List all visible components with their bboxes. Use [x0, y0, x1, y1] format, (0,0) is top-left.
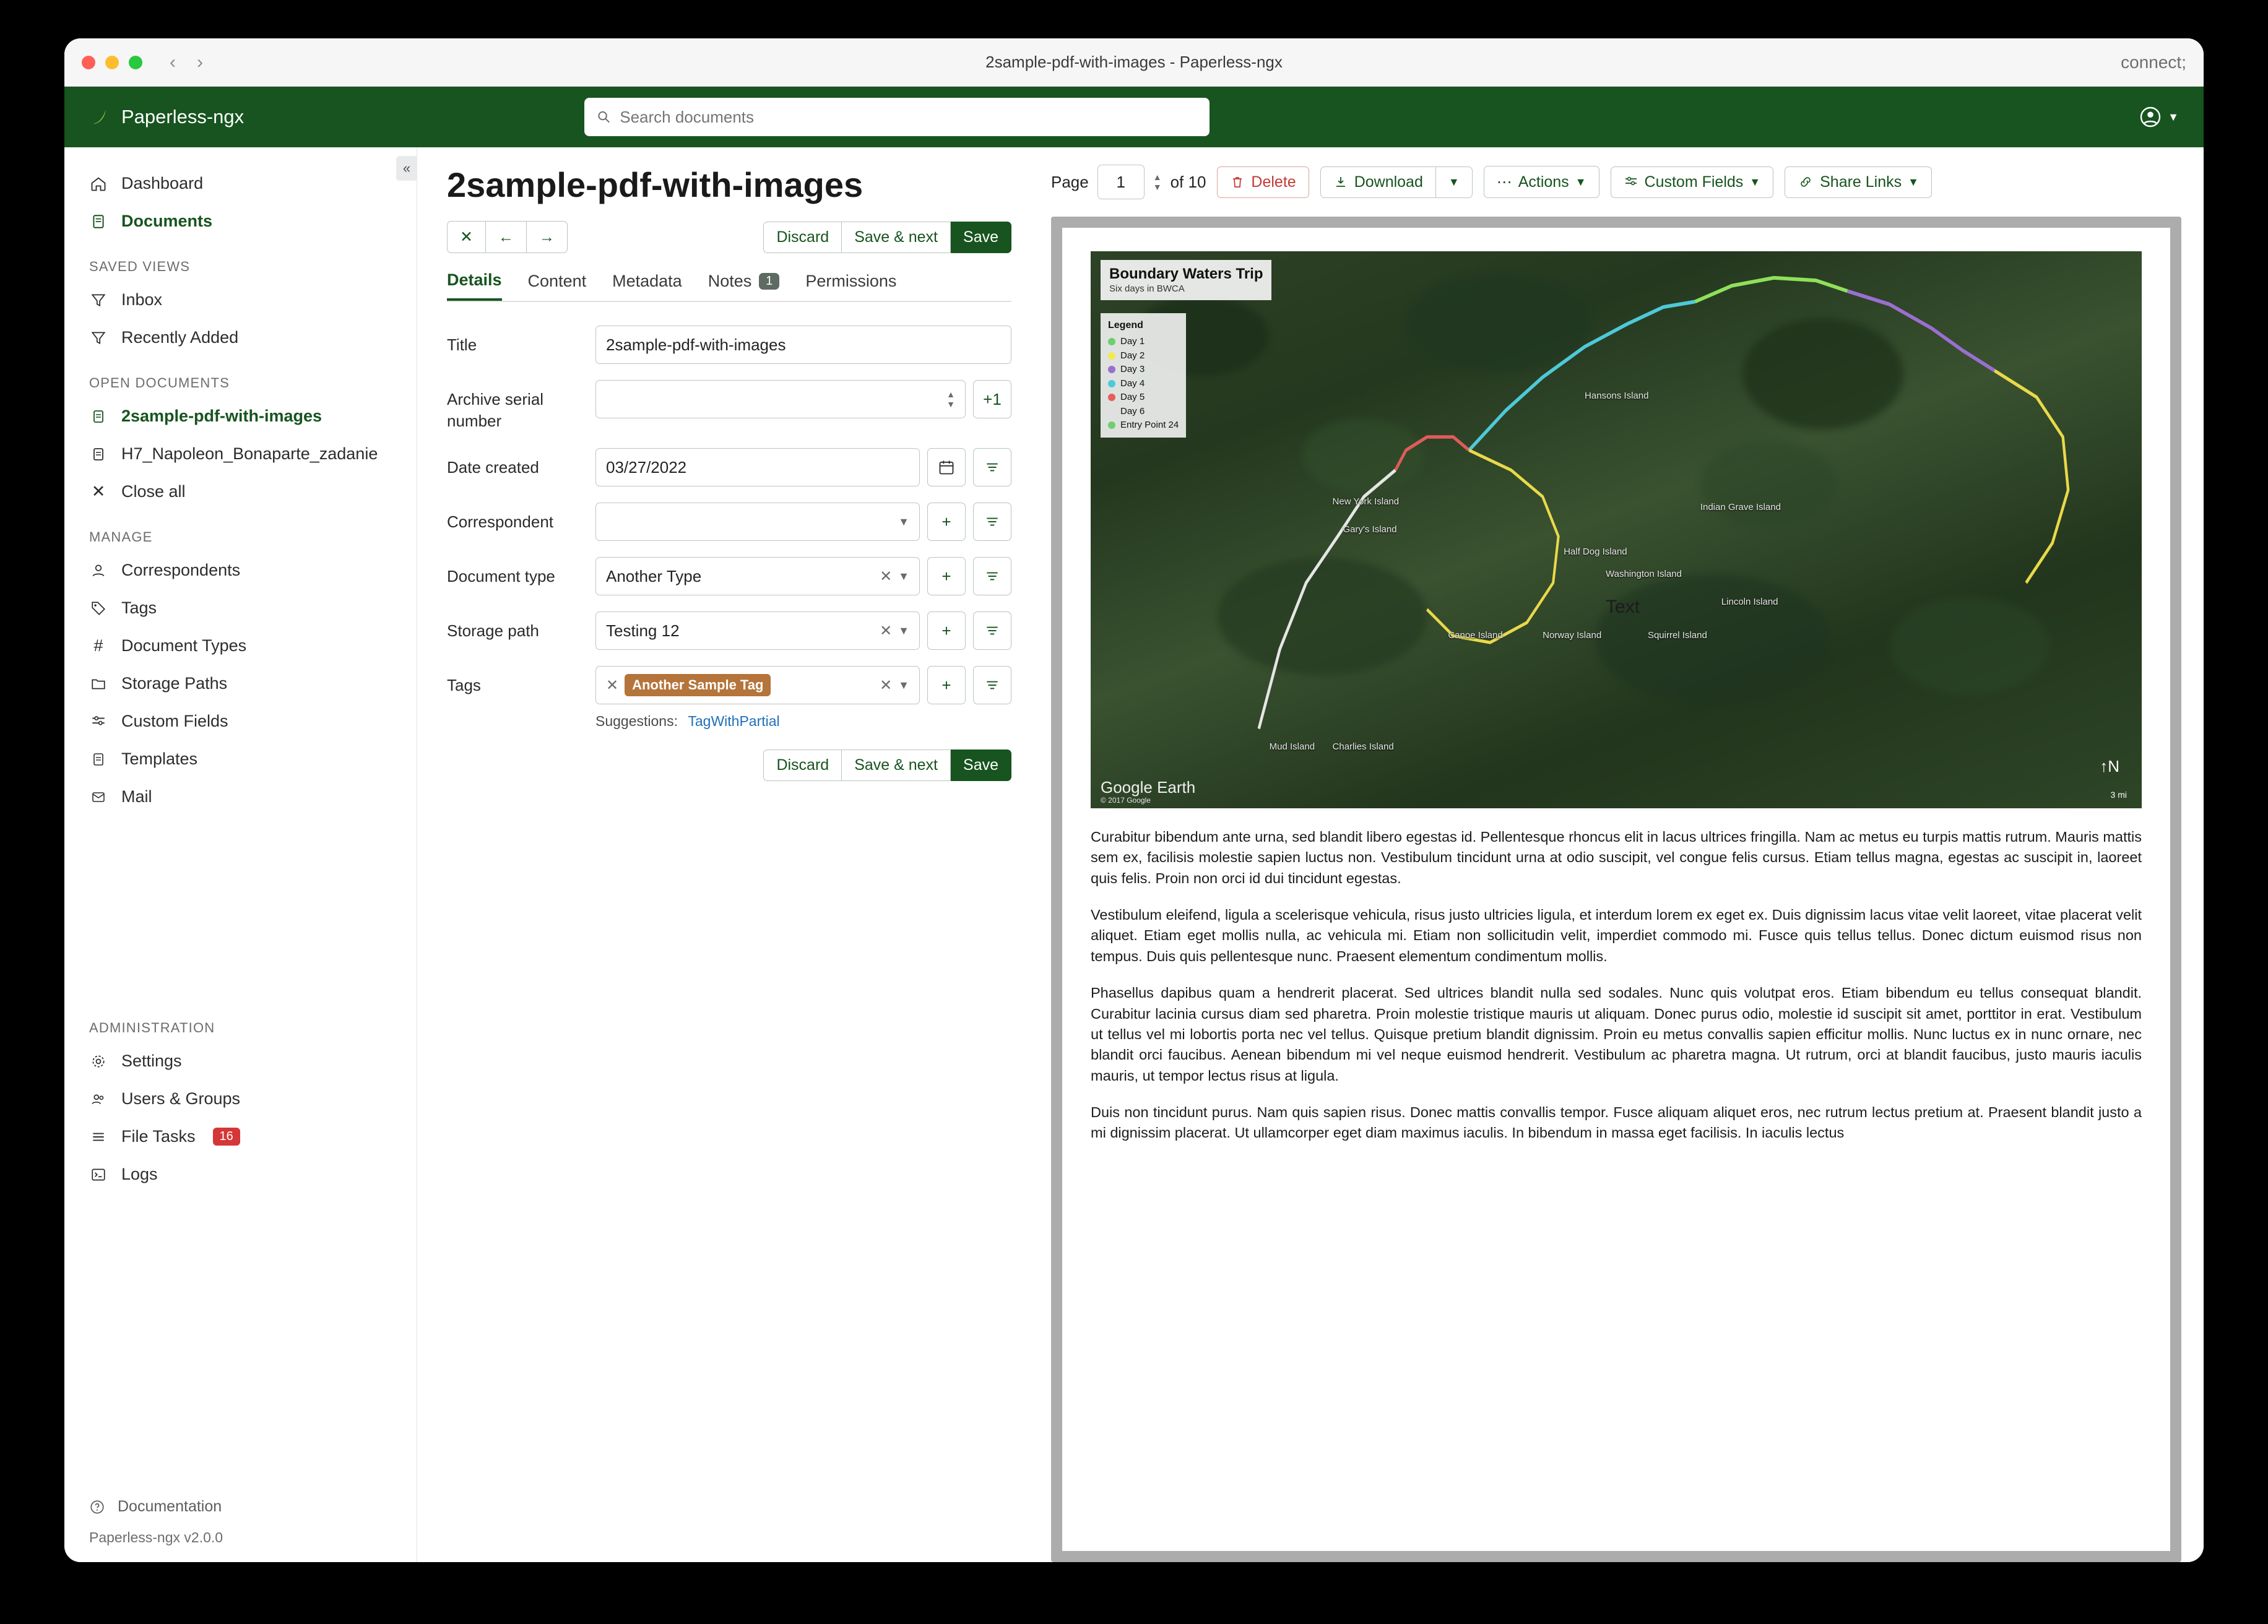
sidebar-item-label: File Tasks	[121, 1127, 196, 1146]
calendar-icon[interactable]	[927, 448, 966, 486]
page-label: Page	[1051, 172, 1089, 191]
pdf-viewer[interactable]	[1051, 217, 2181, 1562]
tab-label: Content	[527, 272, 587, 290]
map-place-label: Hansons Island	[1585, 391, 1649, 401]
map-place-label: Gary's Island	[1343, 524, 1397, 535]
sidebar-item-storage-paths[interactable]	[64, 665, 417, 702]
paperless-logo-icon	[89, 106, 110, 127]
discard-button[interactable]: Discard	[763, 222, 842, 253]
asn-stepper[interactable]: ▲ ▼	[946, 389, 955, 409]
map-place-label: New York Island	[1332, 496, 1400, 507]
minimize-window-button[interactable]	[105, 56, 119, 69]
close-window-button[interactable]	[82, 56, 95, 69]
date-filter-icon[interactable]	[973, 448, 1011, 486]
notes-count-badge: 1	[759, 273, 779, 290]
user-circle-icon	[2139, 106, 2162, 128]
document-preview-panel	[1036, 147, 2204, 1562]
map-place-label: Canoe Island	[1448, 630, 1503, 641]
question-circle-icon	[89, 1499, 105, 1515]
custom-fields-button[interactable]	[1611, 166, 1774, 198]
legend-label: Day 1	[1120, 336, 1145, 347]
map-place-label: Norway Island	[1543, 630, 1602, 641]
sidebar-item-mail[interactable]	[64, 778, 417, 816]
tab-details[interactable]	[447, 270, 502, 301]
chevron-down-icon: ▼	[898, 569, 909, 582]
sidebar-item-users-groups[interactable]	[64, 1080, 417, 1118]
tag-icon	[89, 599, 108, 618]
asn-increment-button[interactable]: +1	[973, 380, 1011, 418]
tab-permissions[interactable]	[805, 270, 896, 301]
sidebar-heading-saved-views: SAVED VIEWS	[89, 259, 191, 274]
discard-button-bottom[interactable]: Discard	[763, 749, 842, 781]
save-and-next-button[interactable]: Save & next	[842, 222, 951, 253]
remove-tag-icon[interactable]: ✕	[606, 676, 619, 694]
save-actions-bottom-row	[447, 749, 1011, 781]
clear-tags-icon[interactable]: ✕	[880, 676, 893, 694]
sidebar-item-documents[interactable]	[64, 202, 417, 240]
file-text-icon	[89, 750, 108, 769]
google-earth-attribution: Google Earth	[1101, 778, 1196, 797]
brand-label: Paperless-ngx	[121, 106, 245, 127]
next-document-button[interactable]: →	[527, 221, 568, 253]
add-correspondent-button[interactable]: +	[927, 503, 966, 541]
legend-label: Day 5	[1120, 392, 1145, 402]
map-place-label: Washington Island	[1606, 569, 1682, 579]
save-and-next-button-bottom[interactable]: Save & next	[842, 749, 951, 781]
map-place-label: Charlies Island	[1332, 741, 1394, 752]
sidebar-item-label: H7_Napoleon_Bonaparte_zadanie	[121, 444, 378, 463]
storage-path-label: Storage path	[447, 621, 539, 641]
tags-select[interactable]	[595, 666, 920, 704]
sidebar-item-label: Tags	[121, 598, 157, 617]
window-title: 2sample-pdf-with-images - Paperless-ngx	[985, 53, 1283, 71]
document-map-image	[1091, 251, 2142, 808]
hash-icon: #	[93, 636, 103, 655]
field-row-document-type	[447, 557, 1011, 595]
document-type-label: Document type	[447, 567, 555, 586]
document-paragraph: Vestibulum eleifend, ligula a scelerisque vehicula, risus justo ultricies ligula, et interdum lorem ex eget ex. Duis dignissim lacus vitae velit laoreet, vitae placerat velit aliquet. Etiam eget mollis nulla, ac vehicula mi. Etiam non sollicitudin velit, imperdiet commodo mi. Fusce quis tellus tellus. Donec dictum euismod risus non tempus. Duis quis pellentesque nunc. Praesent elementum condimentum mollis.	[1091, 907, 2142, 964]
file-stack-icon	[89, 212, 108, 231]
folder-icon	[89, 675, 108, 693]
download-dropdown-toggle[interactable]	[1436, 166, 1473, 198]
tab-notes[interactable]	[708, 270, 780, 301]
suggestion-tag-link[interactable]: TagWithPartial	[688, 713, 780, 730]
document-icon	[89, 407, 108, 426]
user-menu[interactable]	[2139, 106, 2179, 128]
map-title-text: Boundary Waters Trip	[1109, 266, 1263, 282]
trash-icon	[1230, 175, 1245, 189]
chevron-down-icon: ▼	[898, 678, 909, 691]
tags-label: Tags	[447, 676, 481, 695]
main-content	[417, 147, 2204, 1562]
sidebar-item-settings[interactable]	[64, 1042, 417, 1080]
download-button[interactable]	[1320, 166, 1436, 198]
sidebar-item-label: Documents	[121, 212, 213, 230]
chevron-down-icon: ▼	[1749, 175, 1761, 188]
save-actions-bottom	[763, 749, 1011, 781]
sidebar-item-inbox[interactable]	[64, 281, 417, 319]
tab-label: Metadata	[612, 272, 682, 290]
documentation-label: Documentation	[118, 1498, 222, 1515]
search-input[interactable]	[620, 108, 1197, 127]
map-routes	[1091, 251, 2142, 808]
clear-document-type-icon[interactable]: ✕	[880, 568, 893, 585]
date-created-label: Date created	[447, 458, 539, 477]
map-copyright: © 2017 Google	[1101, 796, 1151, 805]
clear-storage-path-icon[interactable]: ✕	[880, 622, 893, 639]
tab-content[interactable]	[528, 270, 587, 301]
map-title	[1101, 260, 1271, 300]
date-created-input[interactable]	[595, 448, 920, 486]
back-icon[interactable]: ‹	[170, 51, 176, 72]
file-tasks-badge: 16	[213, 1128, 240, 1146]
sidebar-item-document-types[interactable]	[64, 627, 417, 665]
browser-nav-buttons	[170, 53, 203, 72]
map-legend	[1101, 313, 1186, 438]
tab-label: Details	[447, 270, 502, 289]
title-label: Title	[447, 335, 477, 354]
funnel-icon	[89, 291, 108, 309]
envelope-icon	[89, 788, 108, 806]
map-center-text: Text	[1606, 597, 1640, 617]
sidebar-footer	[64, 1490, 417, 1562]
sidebar-heading-open-documents: OPEN DOCUMENTS	[89, 375, 230, 391]
download-button-group	[1320, 166, 1473, 198]
field-row-date-created	[447, 448, 1011, 486]
sidebar-item-label: Correspondents	[121, 561, 241, 579]
title-value: 2sample-pdf-with-images	[606, 335, 786, 354]
sidebar-item-open-doc-1[interactable]	[64, 397, 417, 435]
tags-filter-icon[interactable]	[973, 666, 1011, 704]
sidebar	[64, 147, 417, 1562]
actions-button[interactable]	[1484, 166, 1599, 198]
legend-label: Entry Point 24	[1120, 420, 1179, 430]
sidebar-item-templates[interactable]	[64, 740, 417, 778]
sidebar-item-label: Dashboard	[121, 174, 204, 192]
person-icon	[89, 561, 108, 580]
document-paragraph: Duis non tincidunt purus. Nam quis sapien risus. Donec mattis convallis tempor. Fusce aliquam aliquet eros, nec rutrum lectus pretium at. Praesent blandit justo a mi dignissim placerat. Ut ullamcorper eget diam maximus iaculis. In bibendum in massa eget facilisis. In iaculis lectus	[1091, 1104, 2142, 1141]
sliders-icon	[1624, 175, 1638, 189]
field-row-archive-serial-number	[447, 380, 1011, 432]
sidebar-item-recently-added[interactable]	[64, 319, 417, 356]
compass-icon: ↑N	[2100, 757, 2119, 775]
asn-input[interactable]	[595, 380, 966, 418]
sidebar-item-file-tasks[interactable]	[64, 1118, 417, 1155]
close-icon: ✕	[91, 482, 106, 501]
download-label: Download	[1354, 173, 1423, 191]
brand[interactable]	[89, 106, 244, 128]
map-place-label: Indian Grave Island	[1700, 502, 1781, 512]
save-button-bottom[interactable]: Save	[951, 749, 1011, 781]
legend-title: Legend	[1108, 320, 1143, 330]
sidebar-item-label: Templates	[121, 749, 198, 768]
sidebar-item-label: Settings	[121, 1052, 182, 1070]
chevron-down-icon: ▼	[898, 624, 909, 637]
document-text	[1091, 808, 2142, 1144]
sidebar-item-label: Mail	[121, 787, 152, 806]
sliders-icon	[89, 712, 108, 731]
delete-button[interactable]	[1217, 166, 1309, 198]
sidebar-item-label: Recently Added	[121, 328, 239, 347]
page-total: of 10	[1170, 172, 1206, 191]
asn-label: Archive serial number	[447, 390, 544, 431]
terminal-icon	[89, 1165, 108, 1184]
page-number-value: 1	[1116, 172, 1125, 191]
sidebar-item-label: Inbox	[121, 290, 163, 309]
correspondent-label: Correspondent	[447, 512, 553, 532]
previous-document-button[interactable]: ←	[486, 221, 527, 253]
sidebar-item-label: Custom Fields	[121, 712, 228, 730]
field-row-title	[447, 326, 1011, 364]
chevron-down-icon: ▼	[2168, 110, 2179, 123]
document-nav-buttons	[447, 221, 568, 253]
app-window	[64, 38, 2204, 1562]
document-icon	[89, 445, 108, 464]
share-icon[interactable]: connect;	[2121, 52, 2186, 72]
sidebar-heading-administration: ADMINISTRATION	[89, 1020, 215, 1035]
add-tag-button[interactable]: +	[927, 666, 966, 704]
sidebar-item-label: Close all	[121, 482, 186, 501]
share-links-label: Share Links	[1820, 173, 1902, 191]
sidebar-item-tags[interactable]	[64, 589, 417, 627]
actions-label: Actions	[1518, 173, 1569, 191]
page-control	[1051, 165, 1206, 199]
map-place-label: Half Dog Island	[1564, 546, 1627, 557]
legend-label: Day 4	[1120, 378, 1145, 389]
tab-label: Notes	[708, 272, 752, 290]
correspondent-filter-icon[interactable]	[973, 503, 1011, 541]
document-type-value: Another Type	[606, 566, 702, 585]
sidebar-item-documentation[interactable]	[64, 1490, 417, 1523]
maximize-window-button[interactable]	[129, 56, 142, 69]
chevron-down-icon: ▼	[1908, 175, 1919, 188]
add-storage-path-button[interactable]: +	[927, 611, 966, 650]
page-number-input[interactable]	[1097, 165, 1145, 199]
save-actions-top	[763, 222, 1011, 253]
sidebar-item-label: Users & Groups	[121, 1089, 241, 1108]
field-row-storage-path	[447, 611, 1011, 650]
map-place-label: Squirrel Island	[1647, 630, 1707, 641]
sidebar-item-label: Logs	[121, 1165, 158, 1183]
map-place-label: Mud Island	[1269, 741, 1315, 752]
chevron-down-icon: ▼	[1575, 175, 1586, 188]
custom-fields-label: Custom Fields	[1644, 173, 1744, 191]
delete-label: Delete	[1251, 173, 1296, 191]
sidebar-item-label: Storage Paths	[121, 674, 228, 693]
page-title: 2sample-pdf-with-images	[447, 165, 863, 204]
tab-metadata[interactable]	[612, 270, 682, 301]
chevron-down-icon: ▼	[1448, 175, 1460, 188]
title-input[interactable]	[595, 326, 1011, 364]
legend-label: Day 3	[1120, 364, 1145, 374]
sidebar-collapse-button[interactable]: «	[396, 156, 417, 181]
link-icon	[1798, 175, 1814, 189]
legend-label: Day 6	[1120, 405, 1145, 417]
document-paragraph: Phasellus dapibus quam a hendrerit placerat. Sed ultrices blandit nulla sed sodales. Nunc quis volutpat eros. Etiam bibendum eu tellus consequat blandit. Curabitur lacinia cursus diam sed pharetra. Proin molestie tristique mauris ut aliquam. Donec purus odio, molestie id suscipit sit amet, porttitor in erat. Vestibulum ut tellus vel mi lobortis porta nec vel tellus. Quisque pretium blandit dignissim. Proin eu metus convallis sapien efficitur mollis. Nunc luctus ex in nunc ornare, nec blandit orci faucibus. Aenean bibendum mi vel neque euismod hendrerit. Vestibulum ac pharetra magna. Ut rutrum, orci at blandit faucibus, justo mauris iaculis mauris, ut tempor lectus risus at ligula.	[1091, 985, 2142, 1084]
window-titlebar	[64, 38, 2204, 87]
field-row-correspondent	[447, 503, 1011, 541]
ellipsis-icon: ⋯	[1496, 173, 1512, 191]
sidebar-item-open-doc-2[interactable]	[64, 435, 417, 473]
storage-path-value: Testing 12	[606, 621, 680, 640]
forward-icon[interactable]: ›	[197, 51, 203, 72]
house-icon	[89, 175, 108, 193]
app-header	[64, 87, 2204, 147]
sidebar-item-dashboard[interactable]	[64, 165, 417, 202]
document-nav-row	[447, 221, 1011, 253]
map-scale: 3 mi	[2110, 790, 2127, 800]
tag-chip[interactable]: Another Sample Tag	[625, 674, 771, 696]
date-created-value: 03/27/2022	[606, 457, 687, 477]
list-icon	[89, 1128, 108, 1146]
sidebar-heading-manage: MANAGE	[89, 529, 153, 545]
tab-label: Permissions	[805, 272, 897, 290]
page-stepper[interactable]: ▲ ▼	[1153, 172, 1162, 192]
document-type-filter-icon[interactable]	[973, 557, 1011, 595]
field-row-tags	[447, 666, 1011, 704]
download-icon	[1333, 175, 1348, 189]
search-box[interactable]	[584, 98, 1210, 136]
sidebar-item-label: Document Types	[121, 636, 247, 655]
gear-icon	[89, 1052, 108, 1071]
save-button[interactable]: Save	[951, 222, 1011, 253]
storage-path-select[interactable]	[595, 611, 920, 650]
document-detail-panel	[417, 147, 1036, 1562]
app-version: Paperless-ngx v2.0.0	[89, 1529, 223, 1545]
sidebar-item-close-all[interactable]	[64, 473, 417, 511]
storage-path-filter-icon[interactable]	[973, 611, 1011, 650]
map-subtitle-text: Six days in BWCA	[1109, 283, 1185, 294]
funnel-icon	[89, 329, 108, 347]
tag-suggestions	[595, 713, 1011, 730]
window-traffic-lights	[82, 56, 142, 69]
close-document-button[interactable]: ✕	[447, 221, 486, 253]
correspondent-select[interactable]	[595, 503, 920, 541]
sidebar-item-custom-fields[interactable]	[64, 702, 417, 740]
sidebar-item-label: 2sample-pdf-with-images	[121, 407, 322, 425]
preview-toolbar	[1051, 165, 2181, 199]
add-document-type-button[interactable]: +	[927, 557, 966, 595]
sidebar-item-correspondents[interactable]	[64, 551, 417, 589]
legend-label: Day 2	[1120, 350, 1145, 361]
search-icon	[597, 110, 611, 124]
detail-tabs	[447, 270, 1011, 302]
pdf-page	[1062, 228, 2170, 1551]
app-body	[64, 147, 2204, 1562]
people-icon	[89, 1090, 108, 1108]
suggestions-label: Suggestions:	[595, 713, 678, 730]
share-links-button[interactable]	[1785, 166, 1932, 198]
sidebar-item-logs[interactable]	[64, 1155, 417, 1193]
document-type-select[interactable]	[595, 557, 920, 595]
chevron-down-icon: ▼	[898, 515, 909, 528]
map-place-label: Lincoln Island	[1721, 597, 1778, 607]
document-paragraph: Curabitur bibendum ante urna, sed blandit libero egestas id. Pellentesque rhoncus elit in lacus ultrices fringilla. Nam ac metus eu turpis mattis rutrum. Mauris mattis sem ex, facilisis molestie sapien luctus non. Vestibulum tincidunt urna at odio suscipit, vel congue felis cursus. Etiam tellus magna, egestas ac suscipit in, laoreet quis felis. Proin non orci id dui tincidunt egestas.	[1091, 829, 2142, 886]
